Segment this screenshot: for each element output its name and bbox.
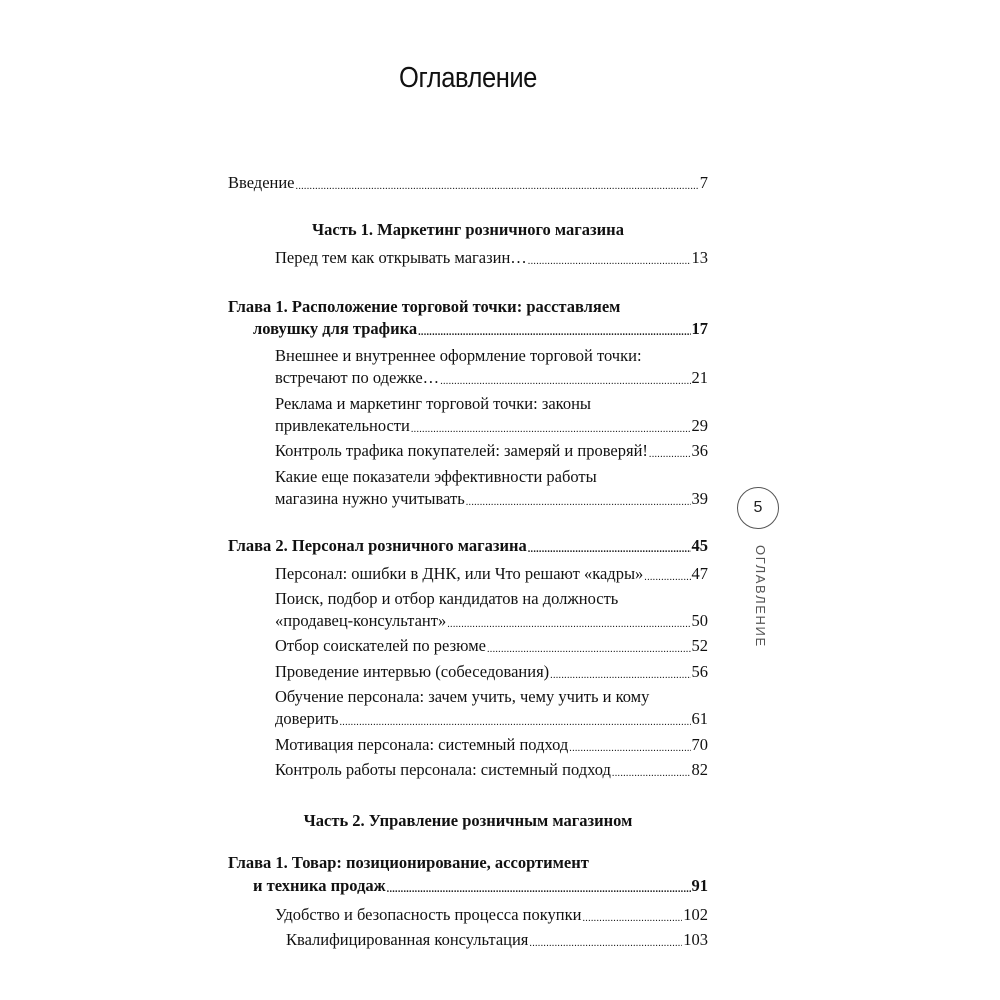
toc-entry-text: Поиск, подбор и отбор кандидатов на должность	[275, 588, 619, 608]
toc-entry-text-cont: «продавец-консультант»	[275, 611, 447, 631]
toc-entry[interactable]	[228, 759, 708, 784]
leader-dots	[582, 908, 682, 930]
leader-dots	[418, 322, 690, 344]
toc-entry-text: Отбор соискателей по резюме	[275, 636, 486, 656]
toc-entry[interactable]	[228, 904, 708, 929]
toc-entry-text-cont: встречают по одежке…	[275, 368, 440, 388]
toc-entry-text-cont: доверить	[275, 709, 339, 729]
toc-entry-text: Глава 1. Товар: позиционирование, ассортимент	[228, 853, 589, 873]
toc-entry-text: Какие еще показатели эффективности работы	[275, 466, 597, 486]
part-heading-1: Часть 1. Маркетинг розничного магазина	[312, 220, 624, 240]
leader-dots	[569, 738, 690, 760]
leader-dots	[339, 712, 690, 734]
toc-page-number: 47	[691, 563, 708, 583]
toc-page-number: 29	[691, 416, 708, 436]
leader-dots	[296, 176, 699, 198]
toc-chapter-2[interactable]	[228, 535, 708, 560]
toc-page-number: 70	[691, 734, 708, 754]
toc-entry[interactable]	[228, 929, 708, 954]
toc-page-number: 103	[683, 930, 708, 950]
leader-dots	[440, 371, 690, 393]
toc-entry-text: Контроль трафика покупателей: замеряй и проверяй!	[275, 441, 648, 461]
toc-page-number: 7	[699, 173, 708, 192]
toc-page-number: 17	[691, 318, 708, 338]
toc-entry[interactable]	[228, 588, 708, 636]
page-number-badge	[737, 487, 779, 529]
toc-entry-text: Реклама и маркетинг торговой точки: законы	[275, 393, 592, 413]
toc-entry-text: Персонал: ошибки в ДНК, или Что решают «кадры»	[275, 563, 644, 583]
leader-dots	[528, 539, 691, 561]
toc-page-number: 50	[691, 611, 708, 631]
toc-entry[interactable]	[228, 393, 708, 441]
toc-entry-text: Удобство и безопасность процесса покупки	[275, 904, 582, 924]
toc-entry-text: Внешнее и внутреннее оформление торговой точки:	[275, 346, 642, 366]
toc-entry-text: Глава 2. Персонал розничного магазина	[228, 536, 527, 556]
toc-entry-text: Перед тем как открывать магазин…	[275, 248, 527, 268]
toc-chapter-1[interactable]	[228, 296, 708, 344]
toc-entry[interactable]	[228, 635, 708, 660]
toc-entry-text-cont: и техника продаж	[253, 875, 386, 895]
toc-page-number: 36	[691, 441, 708, 461]
page-number: 5	[753, 499, 763, 516]
toc-entry-text-cont: привлекательности	[275, 416, 410, 436]
toc-entry-before-opening[interactable]	[228, 247, 708, 272]
toc-entry[interactable]	[228, 563, 708, 588]
leader-dots	[387, 879, 691, 901]
leader-dots	[612, 763, 691, 785]
part-heading-2: Часть 2. Управление розничным магазином	[303, 811, 633, 831]
leader-dots	[447, 614, 690, 636]
toc-entry-text: Глава 1. Расположение торговой точки: расставляем	[228, 296, 621, 316]
toc-page-number: 91	[691, 875, 708, 895]
toc-page-number: 45	[691, 536, 708, 556]
toc-entry[interactable]	[228, 734, 708, 759]
toc-page-number: 21	[691, 368, 708, 388]
leader-dots	[529, 933, 682, 955]
toc-entry-text-cont: магазина нужно учитывать	[275, 488, 465, 508]
leader-dots	[649, 444, 691, 466]
toc-entry-text: Мотивация персонала: системный подход	[275, 734, 569, 754]
table-of-contents	[228, 172, 708, 954]
leader-dots	[487, 639, 691, 661]
leader-dots	[550, 665, 690, 687]
toc-entry[interactable]	[228, 661, 708, 686]
toc-entry-intro[interactable]	[228, 172, 708, 197]
leader-dots	[411, 419, 691, 441]
toc-page-number: 56	[691, 661, 708, 681]
toc-page-number: 102	[683, 904, 708, 924]
page-title: Оглавление	[399, 62, 537, 94]
toc-entry-text: Контроль работы персонала: системный подход	[275, 759, 611, 779]
toc-page-number: 61	[691, 709, 708, 729]
toc-entry[interactable]	[228, 686, 708, 734]
side-running-title: ОГЛАВЛЕНИЕ	[753, 545, 768, 648]
toc-page-number: 52	[691, 636, 708, 656]
toc-entry[interactable]	[228, 440, 708, 465]
toc-entry[interactable]	[228, 466, 708, 514]
leader-dots	[644, 567, 690, 589]
toc-entry-text: Обучение персонала: зачем учить, чему учить и кому	[275, 687, 650, 707]
leader-dots	[528, 251, 691, 273]
toc-entry-text: Проведение интервью (собеседования)	[275, 661, 550, 681]
toc-entry-text-cont: ловушку для трафика	[253, 318, 418, 338]
toc-entry[interactable]	[228, 345, 708, 393]
toc-page-number: 82	[691, 759, 708, 779]
toc-entry-text: Введение	[228, 173, 295, 192]
leader-dots	[466, 492, 691, 514]
toc-entry-text: Квалифицированная консультация	[286, 930, 529, 950]
toc-page-number: 13	[691, 248, 708, 268]
toc-page-number: 39	[691, 488, 708, 508]
toc-part2-chapter-1[interactable]	[228, 852, 708, 900]
